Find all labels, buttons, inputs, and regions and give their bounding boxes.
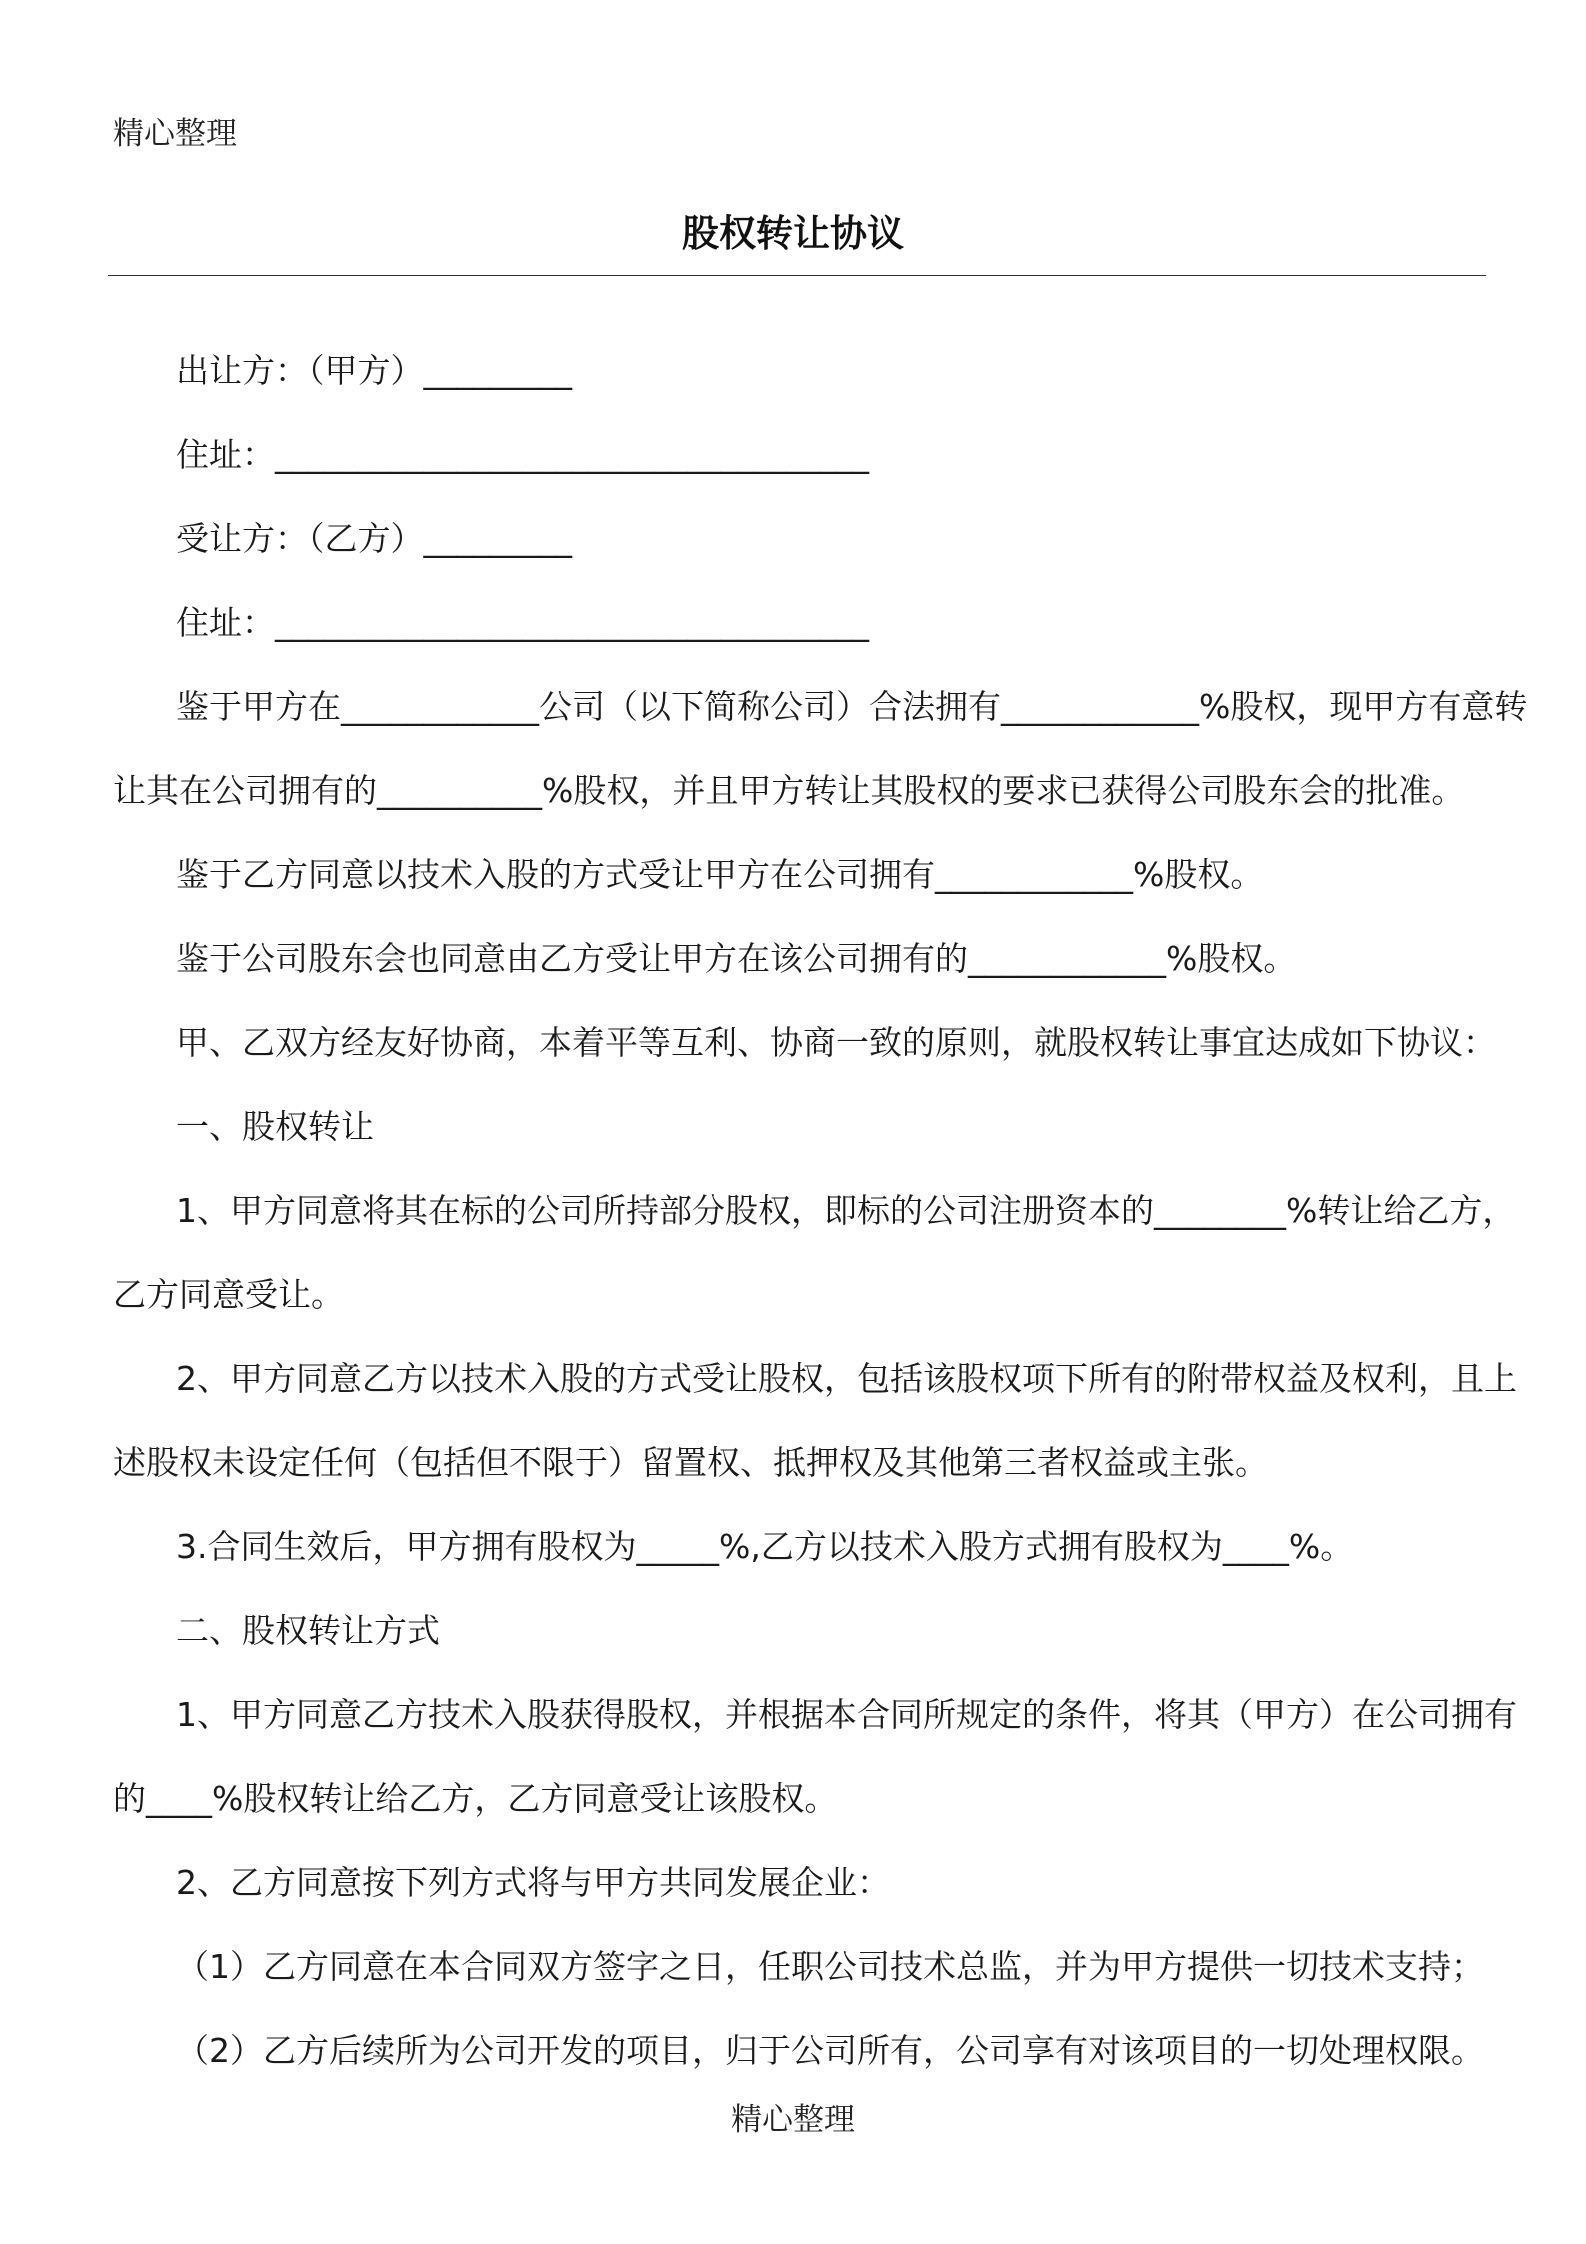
document-body bbox=[113, 329, 1528, 2093]
clause-1-3: 3.合同生效后，甲方拥有股权为_____%,乙方以技术入股方式拥有股权为____%。 bbox=[176, 1527, 1354, 1566]
recital-3: 鉴于公司股东会也同意由乙方受让甲方在该公司拥有的____________%股权。 bbox=[176, 939, 1297, 978]
clause-2-2: 2、乙方同意按下列方式将与甲方共同发展企业： bbox=[176, 1863, 890, 1902]
clause-2-2-item-2: （2）乙方后续所为公司开发的项目，归于公司所有，公司享有对该项目的一切处理权限。 bbox=[176, 2031, 1484, 2070]
transferor-line: 出让方：（甲方）_________ bbox=[176, 351, 572, 390]
clause-1-2-line-1: 2、甲方同意乙方以技术入股的方式受让股权，包括该股权项下所有的附带权益及权利，且上 bbox=[176, 1359, 1517, 1398]
transferor-address-line: 住址：____________________________________ bbox=[176, 435, 869, 474]
title-divider bbox=[108, 275, 1486, 276]
clause-2-1-line-1: 1、甲方同意乙方技术入股获得股权，并根据本合同所规定的条件，将其（甲方）在公司拥有 bbox=[176, 1695, 1517, 1734]
page-header: 精心整理 bbox=[113, 116, 237, 152]
page-footer: 精心整理 bbox=[731, 2102, 855, 2138]
clause-1-1-line-1: 1、甲方同意将其在标的公司所持部分股权，即标的公司注册资本的________%转让给乙方， bbox=[176, 1191, 1516, 1230]
recital-1-line-1: 鉴于甲方在____________公司（以下简称公司）合法拥有____________%股权，现甲方有意转 bbox=[176, 687, 1528, 726]
transferee-address-line: 住址：____________________________________ bbox=[176, 603, 869, 642]
recital-2: 鉴于乙方同意以技术入股的方式受让甲方在公司拥有____________%股权。 bbox=[176, 855, 1264, 894]
document-title: 股权转让协议 bbox=[682, 212, 904, 255]
transferee-line: 受让方：（乙方）_________ bbox=[176, 519, 572, 558]
clause-2-2-item-1: （1）乙方同意在本合同双方签字之日，任职公司技术总监，并为甲方提供一切技术支持； bbox=[176, 1947, 1484, 1986]
section-2-heading: 二、股权转让方式 bbox=[176, 1611, 440, 1650]
section-1-heading: 一、股权转让 bbox=[176, 1107, 374, 1146]
recital-1-line-2: 让其在公司拥有的__________%股权，并且甲方转让其股权的要求已获得公司股东会的批准。 bbox=[113, 771, 1465, 810]
clause-1-2-line-2: 述股权未设定任何（包括但不限于）留置权、抵押权及其他第三者权益或主张。 bbox=[113, 1443, 1268, 1482]
agreement-intro: 甲、乙双方经友好协商，本着平等互利、协商一致的原则，就股权转让事宜达成如下协议： bbox=[176, 1023, 1496, 1062]
clause-2-1-line-2: 的____%股权转让给乙方，乙方同意受让该股权。 bbox=[113, 1779, 838, 1818]
clause-1-1-line-2: 乙方同意受让。 bbox=[113, 1275, 344, 1314]
